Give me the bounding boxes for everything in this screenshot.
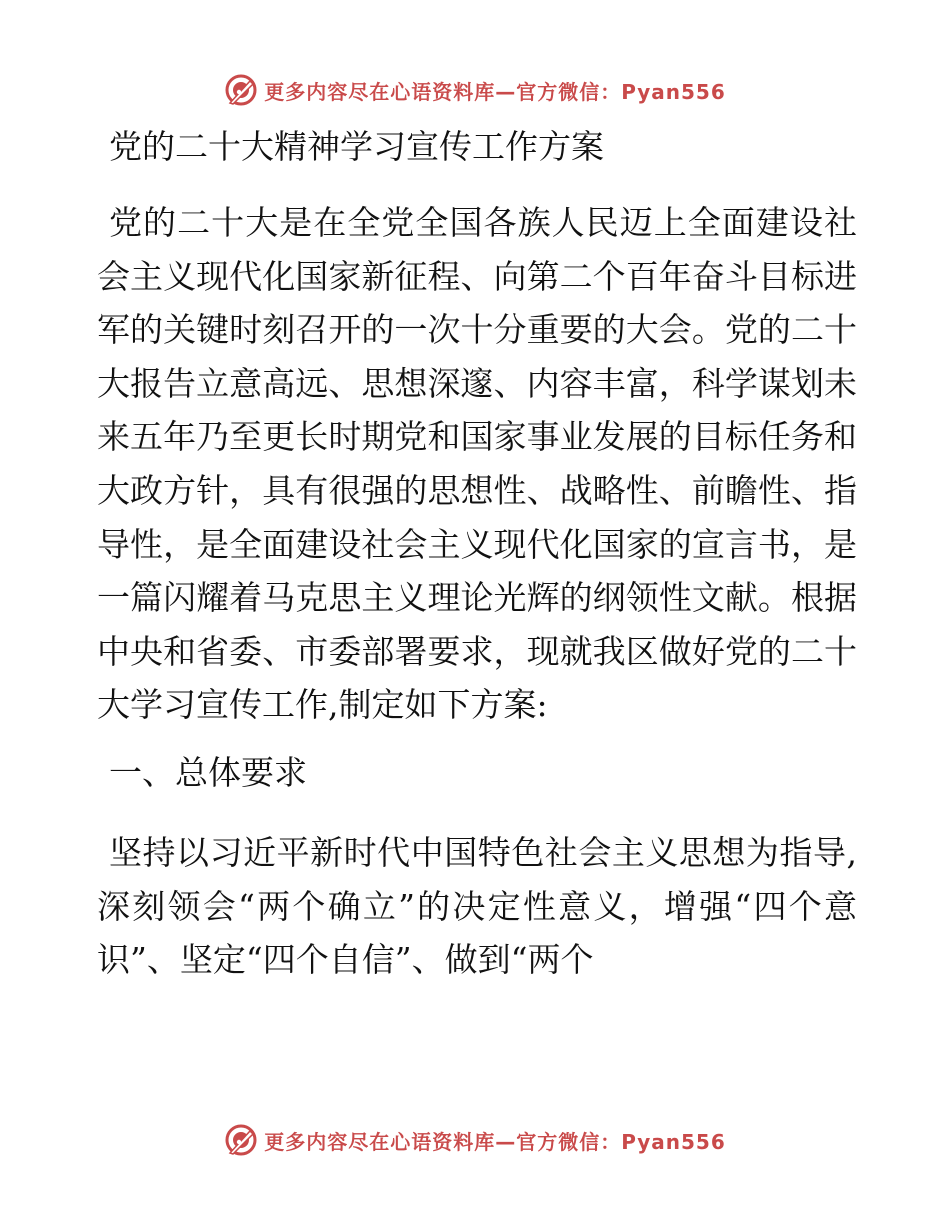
- watermark-header: [0, 70, 950, 110]
- pen-logo-icon: [224, 73, 258, 107]
- watermark-footer: [0, 1120, 950, 1160]
- watermark-text: 更多内容尽在心语资料库—官方微信：Pyan556: [264, 79, 726, 104]
- section-heading: 一、总体要求: [109, 752, 307, 792]
- watermark-text: 更多内容尽在心语资料库—官方微信：Pyan556: [264, 1129, 726, 1154]
- pen-logo-icon: [224, 1123, 258, 1157]
- intro-paragraph: 党的二十大是在全党全国各族人民迈上全面建设社会主义现代化国家新征程、向第二个百年奋斗目标进军的关键时刻召开的一次十分重要的大会。党的二十大报告立意高远、思想深邃、内容丰富，科学谋划未来五年乃至更长时期党和国家事业发展的目标任务和大政方针，具有很强的思想性、战略性、前瞻性、指导性，是全面建设社会主义现代化国家的宣言书，是一篇闪耀着马克思主义理论光辉的纲领性文献。根据中央和省委、市委部署要求，现就我区做好党的二十大学习宣传工作,制定如下方案:: [97, 203, 857, 725]
- document-body: [97, 124, 857, 987]
- section-paragraph: 坚持以习近平新时代中国特色社会主义思想为指导,深刻领会“两个确立”的决定性意义，增强“四个意识”、坚定“四个自信”、做到“两个: [97, 832, 857, 980]
- document-title: 党的二十大精神学习宣传工作方案: [109, 127, 604, 166]
